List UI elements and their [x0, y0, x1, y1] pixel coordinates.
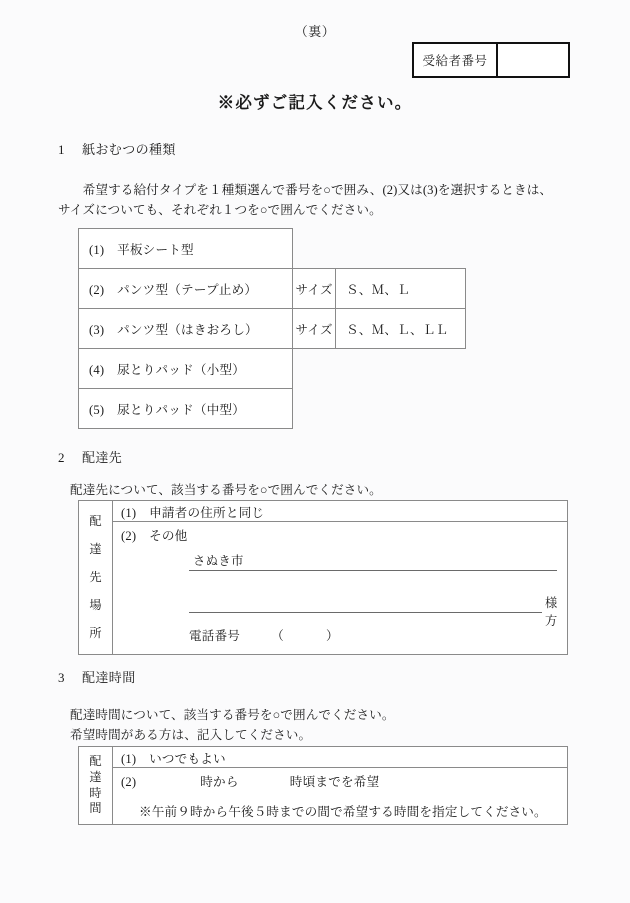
recipient-number-box — [412, 42, 570, 78]
diaper-option-1[interactable]: (1) 平板シート型 — [79, 229, 293, 269]
delivery-time-vertical-label — [79, 747, 113, 824]
delivery-time-table — [78, 746, 568, 825]
section-1-instruction-line-2: サイズについても、それぞれ１つを○で囲んでください。 — [58, 203, 382, 217]
table-row[interactable] — [79, 269, 466, 309]
section-3-instruction-line-2: 希望時間がある方は、記入してください。 — [70, 728, 312, 742]
vertical-char: 間 — [89, 801, 102, 816]
diaper-size-values-4 — [336, 349, 466, 389]
phone-paren-close: ） — [326, 629, 339, 643]
diaper-size-label-1 — [293, 229, 336, 269]
diaper-size-label-3: サイズ — [293, 309, 336, 349]
vertical-char: 先 — [89, 570, 102, 585]
address-input-line-1[interactable] — [189, 570, 557, 571]
diaper-option-3[interactable]: (3) パンツ型（はきおろし） — [79, 309, 293, 349]
section-2-instruction-line-1: 配達先について、該当する番号を○で囲んでください。 — [70, 483, 382, 497]
diaper-size-label-5 — [293, 389, 336, 429]
section-2-number: 2 — [58, 450, 65, 465]
phone-label: 電話番号 — [189, 629, 241, 643]
table-row[interactable] — [79, 229, 466, 269]
diaper-type-table — [78, 228, 466, 429]
samakata-label: 様方 — [545, 596, 558, 628]
phone-paren-open: （ — [271, 629, 285, 643]
table-row[interactable] — [79, 309, 466, 349]
table-row[interactable] — [79, 389, 466, 429]
vertical-char: 達 — [89, 542, 102, 557]
diaper-size-values-5 — [336, 389, 466, 429]
delivery-time-note: ※午前９時から午後５時までの間で希望する時間を指定してください。 — [139, 805, 547, 819]
table-row[interactable] — [79, 349, 466, 389]
delivery-place-option-2-area[interactable] — [113, 522, 567, 654]
back-side-mark: （裏） — [294, 24, 336, 39]
section-1-title: 紙おむつの種類 — [82, 142, 176, 157]
section-3-heading — [58, 667, 136, 686]
diaper-option-2[interactable]: (2) パンツ型（テープ止め） — [79, 269, 293, 309]
section-3-instruction-line-1: 配達時間について、該当する番号を○で囲んでください。 — [70, 708, 395, 722]
delivery-time-option-1[interactable]: (1) いつでもよい — [113, 747, 567, 768]
section-2-title: 配達先 — [82, 450, 123, 465]
vertical-char: 配 — [89, 754, 102, 769]
section-2-heading — [58, 447, 122, 466]
vertical-char: 場 — [89, 597, 102, 612]
delivery-time-option-2-area[interactable] — [113, 768, 567, 824]
vertical-char: 時 — [89, 785, 102, 800]
diaper-size-values-1 — [336, 229, 466, 269]
section-3-title: 配達時間 — [82, 670, 136, 685]
diaper-size-values-2[interactable]: Ｓ、Ｍ、Ｌ — [336, 269, 466, 309]
delivery-place-option-1[interactable]: (1) 申請者の住所と同じ — [113, 501, 567, 522]
recipient-number-field[interactable] — [498, 44, 568, 76]
vertical-char: 達 — [89, 769, 102, 784]
address-input-line-2[interactable] — [189, 612, 542, 613]
section-1-heading — [58, 139, 176, 158]
section-1-number: 1 — [58, 142, 65, 157]
vertical-char: 配 — [89, 514, 102, 529]
section-3-number: 3 — [58, 670, 65, 685]
diaper-size-label-4 — [293, 349, 336, 389]
section-1-instruction-line-1: 希望する給付タイプを１種類選んで番号を○で囲み、(2)又は(3)を選択するときは、 — [70, 183, 553, 197]
delivery-place-vertical-label — [79, 501, 113, 654]
delivery-place-option-2[interactable]: (2) その他 — [121, 529, 188, 543]
delivery-time-option-2[interactable]: (2) 時から 時頃までを希望 — [121, 775, 380, 789]
delivery-place-table — [78, 500, 568, 655]
diaper-option-5[interactable]: (5) 尿とりパッド（中型） — [79, 389, 293, 429]
address-city-prefix: さぬき市 — [193, 554, 244, 568]
diaper-size-label-2: サイズ — [293, 269, 336, 309]
recipient-number-label: 受給者番号 — [414, 44, 498, 76]
phone-row[interactable] — [189, 626, 339, 644]
diaper-option-4[interactable]: (4) 尿とりパッド（小型） — [79, 349, 293, 389]
diaper-size-values-3[interactable]: Ｓ、Ｍ、Ｌ、ＬＬ — [336, 309, 466, 349]
vertical-char: 所 — [89, 625, 102, 640]
page-title: ※必ずご記入ください。 — [217, 93, 413, 112]
